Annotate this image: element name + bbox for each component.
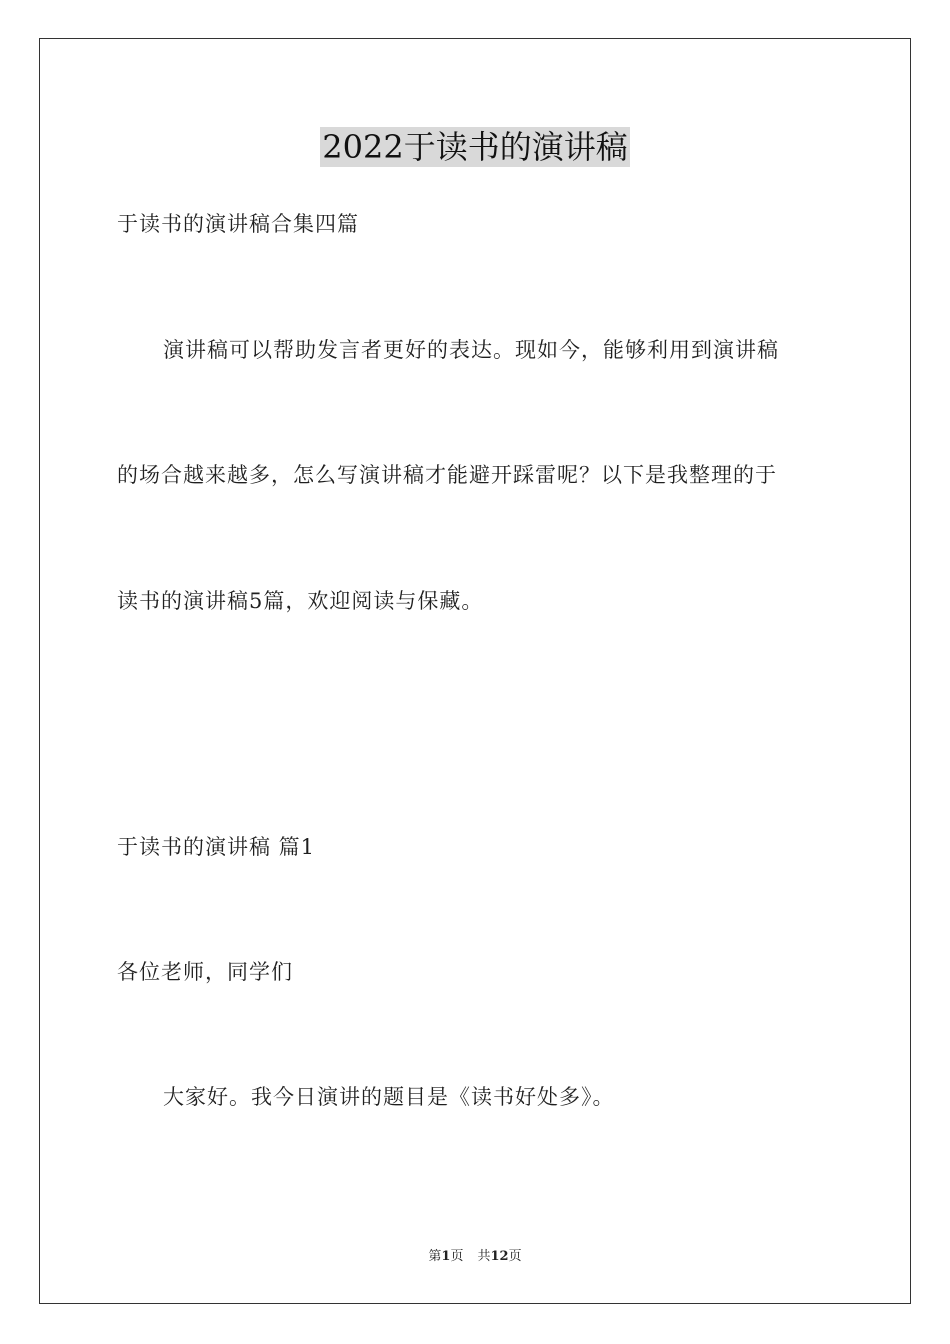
document-subtitle: 于读书的演讲稿合集四篇 (117, 212, 359, 236)
title-container (0, 127, 950, 167)
greeting-paragraph: 大家好。我今日演讲的题目是《读书好处多》。 (163, 1085, 615, 1109)
total-prefix: 共 (477, 1249, 491, 1264)
intro-line-2: 的场合越来越多，怎么写演讲稿才能避开踩雷呢？以下是我整理的于 (117, 463, 777, 487)
total-suffix: 页 (508, 1249, 522, 1264)
page-suffix: 页 (450, 1249, 464, 1264)
total-pages: 12 (490, 1249, 509, 1264)
section-heading: 于读书的演讲稿 篇1 (117, 835, 316, 859)
page-footer (0, 1248, 950, 1266)
document-title: 2022于读书的演讲稿 (322, 128, 628, 166)
intro-line-3: 读书的演讲稿5篇，欢迎阅读与保藏。 (117, 589, 484, 613)
salutation: 各位老师，同学们 (117, 960, 293, 984)
intro-line-1: 演讲稿可以帮助发言者更好的表达。现如今，能够利用到演讲稿 (163, 338, 779, 362)
page-number: 1 (441, 1249, 451, 1264)
page-prefix: 第 (428, 1249, 442, 1264)
